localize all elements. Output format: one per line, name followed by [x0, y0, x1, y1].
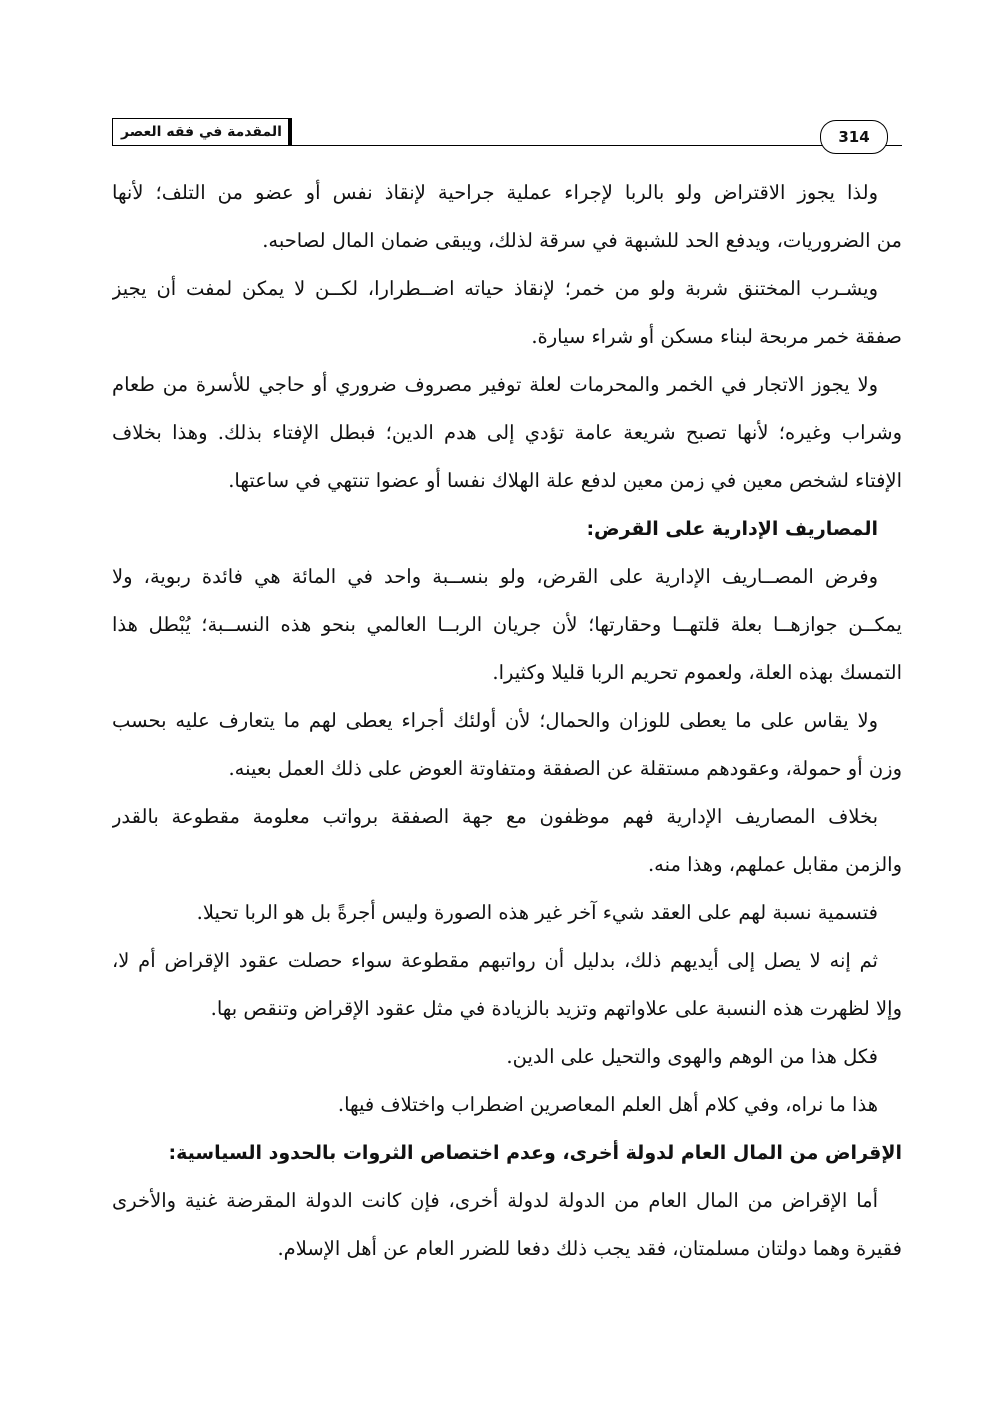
text-line: وإلا لظهرت هذه النسبة على علاواتهم وتزيد بالزيادة في مثل عقود الإقراض وتنقص بها. — [210, 997, 902, 1020]
text-line: فكل هذا من الوهم والهوى والتحيل على الدين. — [506, 1045, 878, 1068]
text-line: ثم إنه لا يصل إلى أيديهم ذلك، بدليل أن رواتبهم مقطوعة سواء حصلت عقود الإقراض أم لا، — [112, 949, 878, 972]
running-title: المقدمة في فقه العصر — [112, 118, 292, 146]
text-line: التمسك بهذه العلة، ولعموم تحريم الربا قليلا وكثيرا. — [492, 661, 902, 684]
text-line: ولذا يجوز الاقتراض ولو بالربا لإجراء عملية جراحية لإنقاذ نفس أو عضو من التلف؛ لأنها — [112, 181, 878, 204]
page-body — [112, 169, 902, 1273]
text-line: ويشـرب المختنق شربة ولو من خمر؛ لإنقاذ حياته اضــطرارا، لكــن لا يمكن لمفت أن يجيز — [112, 277, 878, 300]
text-line: وشراب وغيره؛ لأنها تصبح شريعة عامة تؤدي إلى هدم الدين؛ فبطل الإفتاء بذلك. وهذا بخلاف — [112, 421, 902, 444]
text-line: يمكــن جوازهــا بعلة قلتهــا وحقارتها؛ لأن جريان الربــا العالمي بنحو هذه النســبة؛ يُبْطل هذا — [112, 613, 902, 636]
text-line: فقيرة وهما دولتان مسلمتان، فقد يجب ذلك دفعا للضرر العام عن أهل الإسلام. — [277, 1237, 902, 1260]
text-line: ولا يقاس على ما يعطى للوزان والحمال؛ لأن أولئك أجراء يعطى لهم ما يتعارف عليه بحسب — [112, 709, 878, 732]
text-line: صفقة خمر مربحة لبناء مسكن أو شراء سيارة. — [531, 325, 902, 348]
section-heading: المصاريف الإدارية على القرض: — [586, 518, 878, 540]
section-heading: الإقراض من المال العام لدولة أخرى، وعدم اختصاص الثروات بالحدود السياسية: — [168, 1142, 902, 1164]
text-line: هذا ما نراه، وفي كلام أهل العلم المعاصرين اضطراب واختلاف فيها. — [337, 1093, 878, 1116]
text-line: وزن أو حمولة، وعقودهم مستقلة عن الصفقة ومتفاوتة العوض على ذلك العمل بعينه. — [228, 757, 902, 780]
page-header — [112, 106, 902, 160]
page-number: 314 — [820, 120, 888, 154]
text-line: من الضروريات، ويدفع الحد للشبهة في سرقة لذلك، ويبقى ضمان المال لصاحبه. — [262, 229, 902, 252]
text-line: ولا يجوز الاتجار في الخمر والمحرمات لعلة توفير مصروف ضروري أو حاجي للأسرة من طعام — [112, 373, 878, 396]
text-line: بخلاف المصاريف الإدارية فهم موظفون مع جهة الصفقة برواتب معلومة مقطوعة بالقدر — [112, 805, 878, 828]
text-line: وفرض المصــاريف الإدارية على القرض، ولو بنســبة واحد في المائة هي فائدة ربوية، ولا — [112, 565, 878, 588]
text-line: والزمن مقابل عملهم، وهذا منه. — [647, 853, 902, 876]
text-line: فتسمية نسبة لهم على العقد شيء آخر غير هذه الصورة وليس أجرةً بل هو الربا تحيلا. — [196, 901, 878, 924]
text-line: الإفتاء لشخص معين في زمن معين لدفع علة الهلاك نفسا أو عضوا تنتهي في ساعتها. — [228, 469, 902, 492]
text-line: أما الإقراض من المال العام من الدولة لدولة أخرى، فإن كانت الدولة المقرضة غنية والأخرى — [112, 1189, 878, 1212]
